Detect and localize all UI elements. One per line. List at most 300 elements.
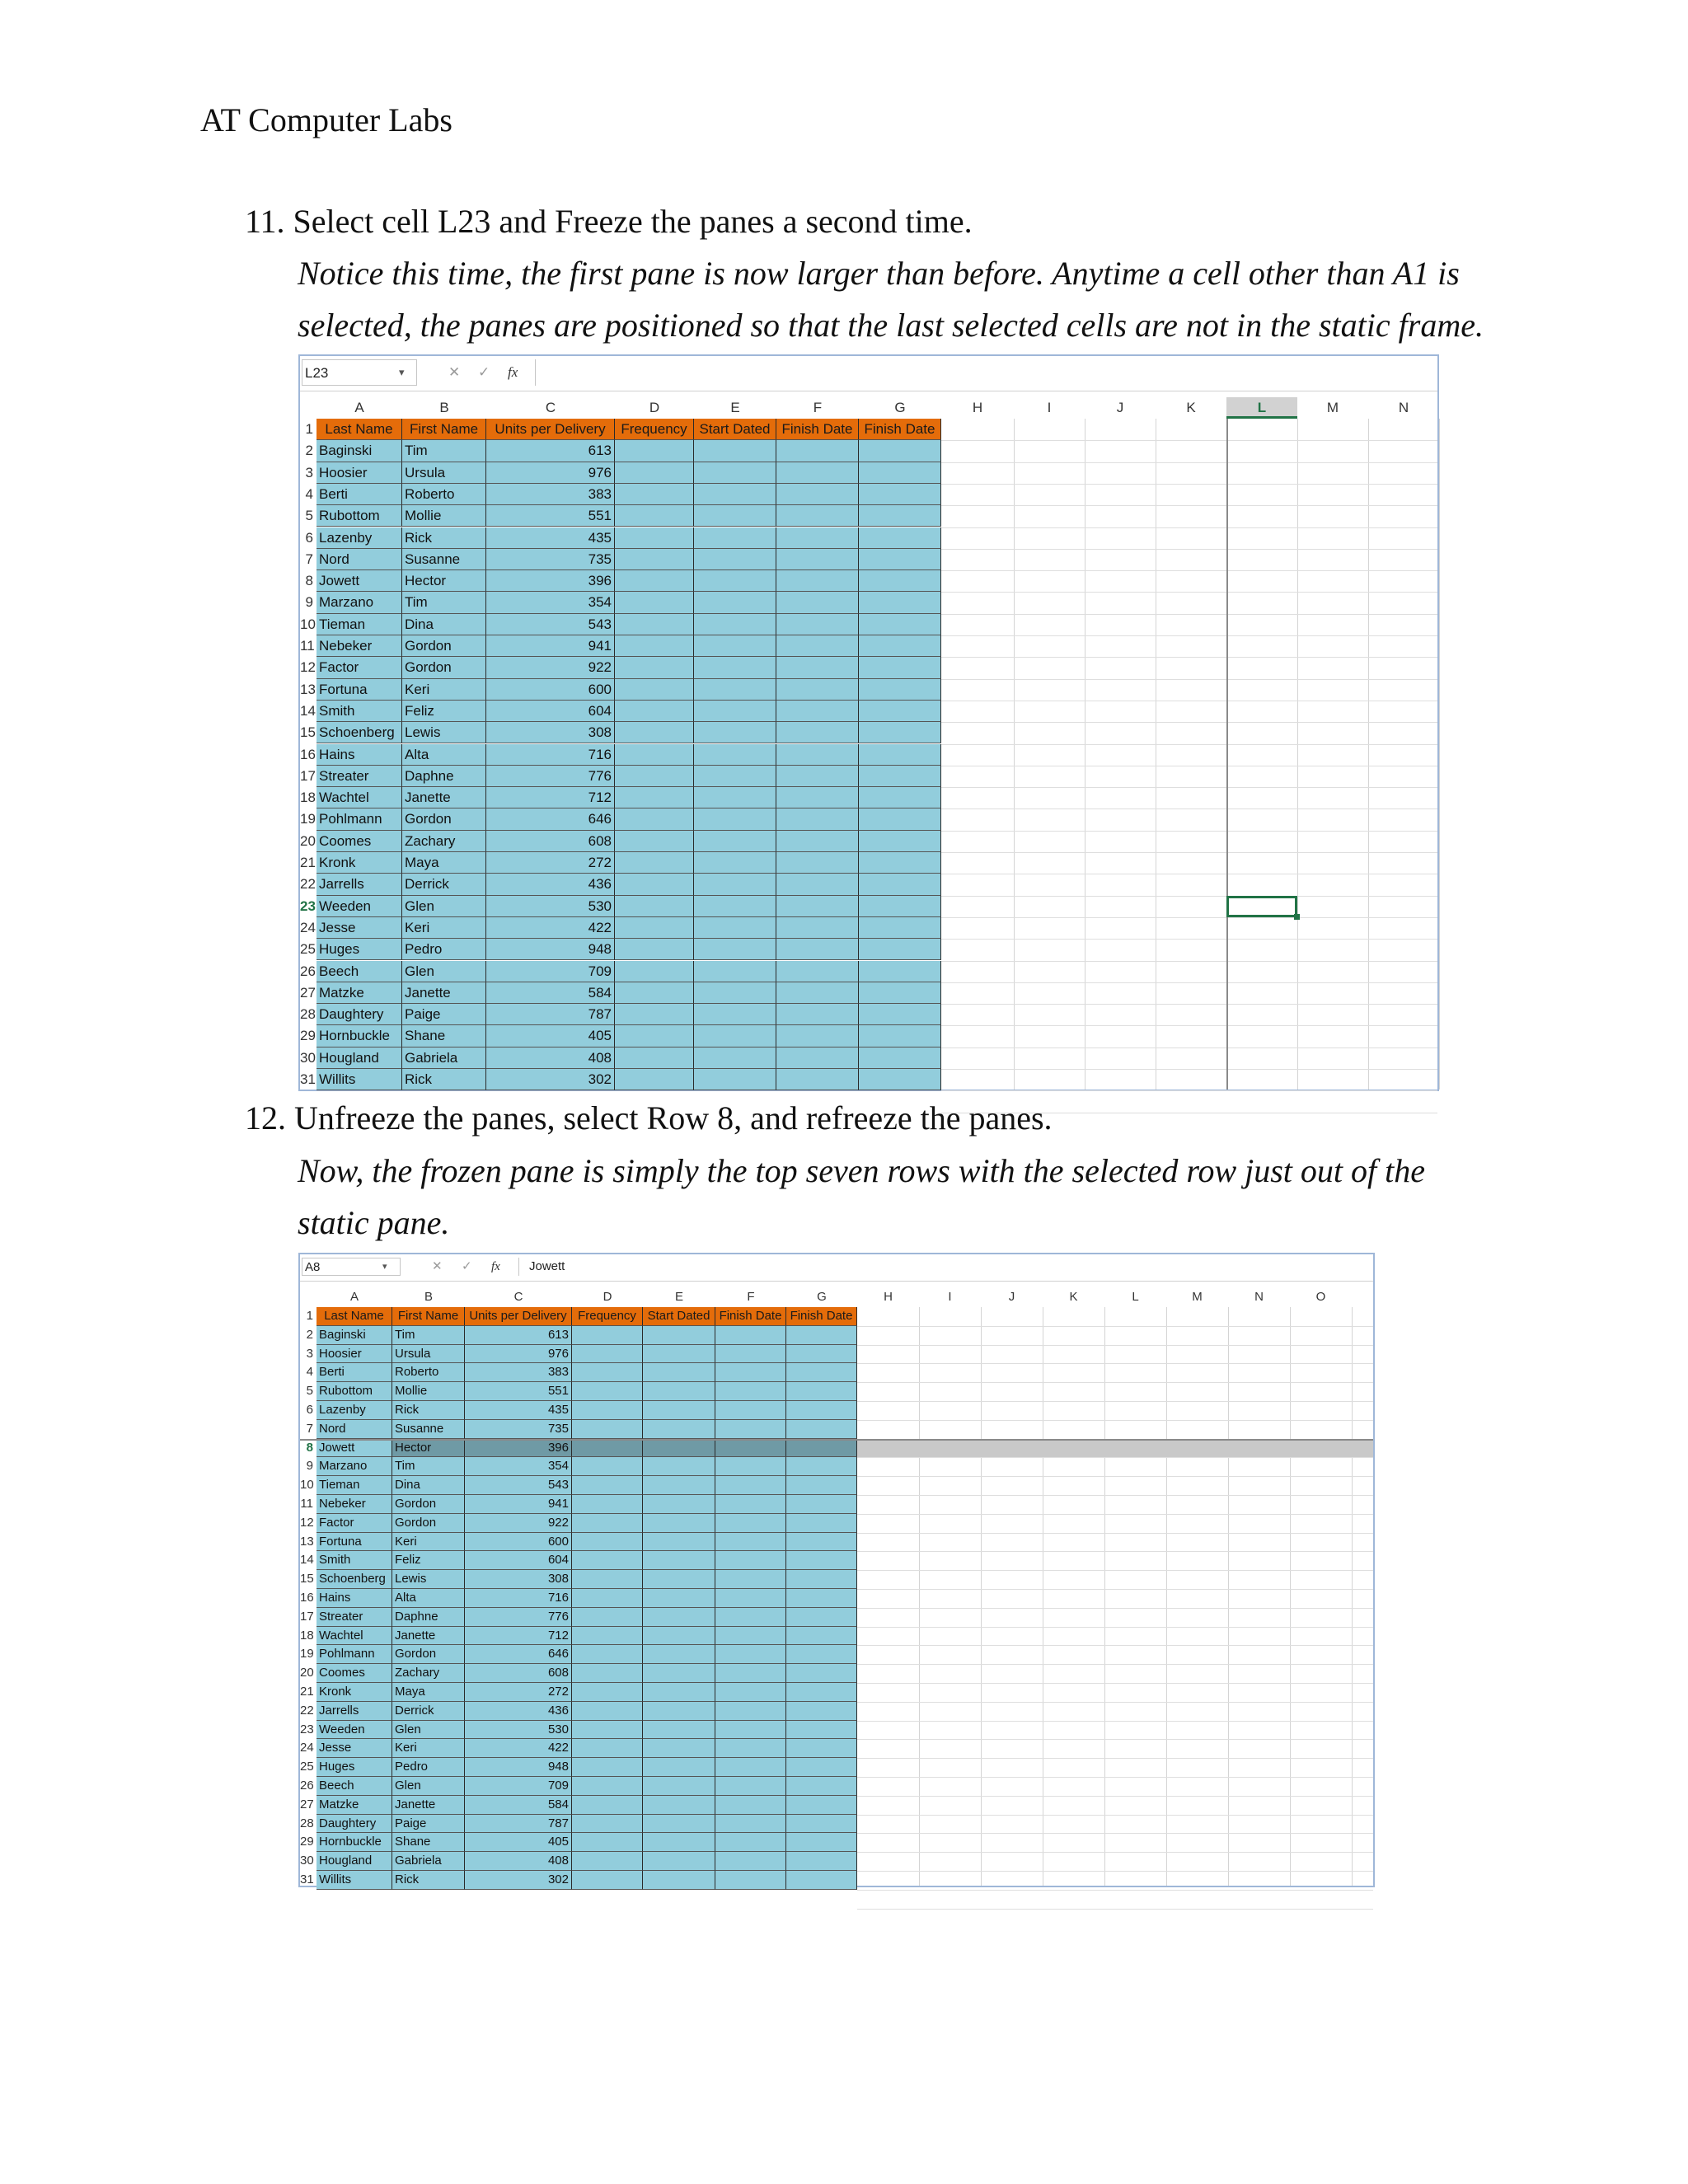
column-header-k[interactable]: K — [1069, 1290, 1078, 1304]
finish-date-cell[interactable] — [859, 462, 941, 484]
units-cell[interactable]: 408 — [465, 1852, 572, 1871]
frequency-cell[interactable] — [615, 635, 694, 657]
units-cell[interactable]: 716 — [486, 744, 615, 766]
row-header[interactable]: 29 — [300, 1028, 316, 1044]
last-name-cell[interactable]: Baginski — [316, 1326, 392, 1345]
finish-date-cell[interactable] — [776, 592, 859, 613]
finish-date-cell[interactable] — [859, 657, 941, 678]
finish-date-cell[interactable] — [859, 484, 941, 505]
start-dated-cell[interactable] — [643, 1457, 715, 1476]
finish-date-cell[interactable] — [786, 1758, 857, 1777]
enter-icon[interactable]: ✓ — [478, 364, 490, 380]
finish-date-cell[interactable] — [786, 1608, 857, 1627]
last-name-cell[interactable]: Jarrells — [316, 1702, 392, 1721]
units-cell[interactable]: 302 — [465, 1871, 572, 1890]
finish-date-cell[interactable] — [786, 1533, 857, 1552]
finish-date-cell[interactable] — [715, 1833, 786, 1852]
finish-date-cell[interactable] — [715, 1758, 786, 1777]
first-name-cell[interactable]: Lewis — [392, 1570, 465, 1589]
column-header-m[interactable]: M — [1192, 1290, 1203, 1304]
first-name-cell[interactable]: Feliz — [402, 701, 486, 722]
finish-date-cell[interactable] — [776, 896, 859, 917]
row-header[interactable]: 27 — [300, 1797, 314, 1811]
first-name-cell[interactable]: Keri — [392, 1533, 465, 1552]
last-name-cell[interactable]: Hougland — [316, 1852, 392, 1871]
last-name-cell[interactable]: Schoenberg — [316, 722, 402, 743]
units-cell[interactable]: 383 — [465, 1363, 572, 1382]
last-name-cell[interactable]: Nebeker — [316, 1495, 392, 1514]
first-name-cell[interactable]: Zachary — [392, 1664, 465, 1683]
start-dated-cell[interactable] — [643, 1702, 715, 1721]
units-cell[interactable]: 941 — [486, 635, 615, 657]
column-header-g[interactable]: G — [817, 1290, 827, 1304]
finish-date-cell[interactable] — [715, 1457, 786, 1476]
units-cell[interactable]: 941 — [465, 1495, 572, 1514]
frequency-cell[interactable] — [572, 1758, 643, 1777]
last-name-cell[interactable]: Kronk — [316, 852, 402, 874]
first-name-cell[interactable]: Janette — [392, 1796, 465, 1815]
finish-date-cell[interactable] — [715, 1721, 786, 1740]
first-name-cell[interactable]: Glen — [392, 1777, 465, 1796]
finish-date-cell[interactable] — [715, 1683, 786, 1702]
finish-date-cell[interactable] — [715, 1495, 786, 1514]
units-cell[interactable]: 383 — [486, 484, 615, 505]
last-name-cell[interactable]: Marzano — [316, 1457, 392, 1476]
frequency-cell[interactable] — [615, 939, 694, 960]
finish-date-cell[interactable] — [776, 961, 859, 982]
finish-date-cell[interactable] — [786, 1664, 857, 1683]
finish-date-cell[interactable] — [859, 852, 941, 874]
units-cell[interactable]: 646 — [465, 1645, 572, 1664]
start-dated-cell[interactable] — [643, 1815, 715, 1834]
last-name-cell[interactable]: Daughtery — [316, 1815, 392, 1834]
last-name-cell[interactable]: Tieman — [316, 1476, 392, 1495]
finish-date-cell[interactable] — [786, 1683, 857, 1702]
finish-date-cell[interactable] — [859, 1047, 941, 1069]
frequency-cell[interactable] — [572, 1815, 643, 1834]
first-name-cell[interactable]: Tim — [402, 440, 486, 462]
enter-icon[interactable]: ✓ — [462, 1259, 472, 1273]
row-header[interactable]: 16 — [300, 1591, 314, 1605]
frequency-cell[interactable] — [572, 1345, 643, 1364]
last-name-cell[interactable]: Hornbuckle — [316, 1025, 402, 1047]
last-name-cell[interactable]: Lazenby — [316, 527, 402, 549]
frequency-cell[interactable] — [572, 1326, 643, 1345]
row-header[interactable]: 3 — [305, 464, 313, 480]
frequency-cell[interactable] — [615, 1004, 694, 1025]
header-cell[interactable]: Finish Date — [786, 1307, 857, 1326]
column-header-l[interactable]: L — [1226, 397, 1297, 419]
frequency-cell[interactable] — [572, 1589, 643, 1608]
finish-date-cell[interactable] — [859, 570, 941, 592]
finish-date-cell[interactable] — [776, 722, 859, 743]
chevron-down-icon[interactable]: ▾ — [399, 366, 405, 378]
last-name-cell[interactable]: Streater — [316, 766, 402, 787]
frequency-cell[interactable] — [572, 1495, 643, 1514]
frequency-cell[interactable] — [572, 1533, 643, 1552]
first-name-cell[interactable]: Dina — [392, 1476, 465, 1495]
row-header[interactable]: 30 — [300, 1049, 316, 1066]
last-name-cell[interactable]: Factor — [316, 1514, 392, 1533]
first-name-cell[interactable]: Gabriela — [402, 1047, 486, 1069]
cancel-icon[interactable]: ✕ — [448, 364, 461, 380]
row-header[interactable]: 23 — [300, 1722, 314, 1736]
start-dated-cell[interactable] — [643, 1420, 715, 1439]
fill-handle[interactable] — [1294, 914, 1300, 920]
frequency-cell[interactable] — [615, 614, 694, 635]
last-name-cell[interactable]: Jowett — [316, 570, 402, 592]
units-cell[interactable]: 435 — [465, 1401, 572, 1420]
row-header[interactable]: 7 — [305, 551, 313, 567]
last-name-cell[interactable]: Jowett — [316, 1439, 392, 1458]
row-header[interactable]: 17 — [300, 767, 316, 784]
last-name-cell[interactable]: Nebeker — [316, 635, 402, 657]
units-cell[interactable]: 530 — [465, 1721, 572, 1740]
row-header[interactable]: 22 — [300, 1703, 314, 1718]
finish-date-cell[interactable] — [786, 1495, 857, 1514]
last-name-cell[interactable]: Hains — [316, 1589, 392, 1608]
first-name-cell[interactable]: Mollie — [402, 505, 486, 527]
frequency-cell[interactable] — [572, 1627, 643, 1646]
last-name-cell[interactable]: Huges — [316, 939, 402, 960]
finish-date-cell[interactable] — [715, 1777, 786, 1796]
column-header-d[interactable]: D — [603, 1290, 612, 1304]
row-header[interactable]: 22 — [300, 876, 316, 893]
finish-date-cell[interactable] — [715, 1608, 786, 1627]
finish-date-cell[interactable] — [715, 1345, 786, 1364]
row-header[interactable]: 13 — [300, 1534, 314, 1549]
units-cell[interactable]: 948 — [486, 939, 615, 960]
last-name-cell[interactable]: Lazenby — [316, 1401, 392, 1420]
finish-date-cell[interactable] — [786, 1326, 857, 1345]
frequency-cell[interactable] — [615, 1025, 694, 1047]
last-name-cell[interactable]: Pohlmann — [316, 1645, 392, 1664]
finish-date-cell[interactable] — [715, 1871, 786, 1890]
start-dated-cell[interactable] — [643, 1533, 715, 1552]
start-dated-cell[interactable] — [694, 787, 776, 808]
start-dated-cell[interactable] — [643, 1777, 715, 1796]
first-name-cell[interactable]: Roberto — [402, 484, 486, 505]
finish-date-cell[interactable] — [786, 1363, 857, 1382]
units-cell[interactable]: 613 — [486, 440, 615, 462]
finish-date-cell[interactable] — [776, 1004, 859, 1025]
row-header[interactable]: 6 — [305, 529, 313, 546]
frequency-cell[interactable] — [572, 1363, 643, 1382]
row-header[interactable]: 3 — [306, 1346, 313, 1361]
column-header-j[interactable]: J — [1116, 400, 1124, 415]
frequency-cell[interactable] — [615, 917, 694, 939]
finish-date-cell[interactable] — [786, 1702, 857, 1721]
units-cell[interactable]: 354 — [486, 592, 615, 613]
finish-date-cell[interactable] — [786, 1382, 857, 1401]
header-cell[interactable]: First Name — [392, 1307, 465, 1326]
last-name-cell[interactable]: Jesse — [316, 1739, 392, 1758]
row-header[interactable]: 15 — [300, 724, 316, 741]
last-name-cell[interactable]: Coomes — [316, 1664, 392, 1683]
units-cell[interactable]: 604 — [486, 701, 615, 722]
first-name-cell[interactable]: Glen — [392, 1721, 465, 1740]
frequency-cell[interactable] — [615, 961, 694, 982]
start-dated-cell[interactable] — [643, 1852, 715, 1871]
finish-date-cell[interactable] — [859, 549, 941, 570]
first-name-cell[interactable]: Rick — [392, 1401, 465, 1420]
row-header[interactable]: 10 — [300, 616, 316, 632]
row-header[interactable]: 8 — [305, 573, 313, 589]
start-dated-cell[interactable] — [694, 657, 776, 678]
row-header[interactable]: 19 — [300, 1647, 314, 1661]
first-name-cell[interactable]: Tim — [402, 592, 486, 613]
units-cell[interactable]: 948 — [465, 1758, 572, 1777]
finish-date-cell[interactable] — [859, 766, 941, 787]
start-dated-cell[interactable] — [694, 831, 776, 852]
units-cell[interactable]: 422 — [486, 917, 615, 939]
finish-date-cell[interactable] — [776, 1047, 859, 1069]
column-header-f[interactable]: F — [813, 400, 823, 415]
column-header-h[interactable]: H — [972, 400, 983, 415]
finish-date-cell[interactable] — [715, 1420, 786, 1439]
formula-input[interactable] — [535, 359, 1436, 386]
first-name-cell[interactable]: Janette — [392, 1627, 465, 1646]
row-header[interactable]: 4 — [306, 1365, 313, 1380]
last-name-cell[interactable]: Hornbuckle — [316, 1833, 392, 1852]
finish-date-cell[interactable] — [715, 1664, 786, 1683]
column-header-h[interactable]: H — [884, 1290, 893, 1304]
finish-date-cell[interactable] — [859, 635, 941, 657]
start-dated-cell[interactable] — [694, 635, 776, 657]
chevron-down-icon[interactable]: ▾ — [382, 1262, 387, 1272]
column-header-j[interactable]: J — [1008, 1290, 1015, 1304]
last-name-cell[interactable]: Berti — [316, 1363, 392, 1382]
finish-date-cell[interactable] — [715, 1533, 786, 1552]
finish-date-cell[interactable] — [786, 1796, 857, 1815]
last-name-cell[interactable]: Pohlmann — [316, 808, 402, 830]
units-cell[interactable]: 405 — [486, 1025, 615, 1047]
start-dated-cell[interactable] — [643, 1476, 715, 1495]
start-dated-cell[interactable] — [643, 1739, 715, 1758]
row-header[interactable]: 20 — [300, 832, 316, 849]
last-name-cell[interactable]: Factor — [316, 657, 402, 678]
column-header-a[interactable]: A — [354, 400, 364, 415]
row-header[interactable]: 28 — [300, 1816, 314, 1830]
finish-date-cell[interactable] — [786, 1401, 857, 1420]
finish-date-cell[interactable] — [776, 744, 859, 766]
start-dated-cell[interactable] — [694, 961, 776, 982]
finish-date-cell[interactable] — [786, 1439, 857, 1458]
cancel-icon[interactable]: ✕ — [432, 1259, 443, 1273]
header-cell[interactable]: Units per Delivery — [465, 1307, 572, 1326]
finish-date-cell[interactable] — [786, 1589, 857, 1608]
row-header[interactable]: 21 — [300, 855, 316, 870]
header-cell[interactable]: Units per Delivery — [486, 419, 615, 440]
row-header[interactable]: 31 — [300, 1872, 314, 1886]
frequency-cell[interactable] — [572, 1833, 643, 1852]
units-cell[interactable]: 354 — [465, 1457, 572, 1476]
frequency-cell[interactable] — [572, 1777, 643, 1796]
row-header[interactable]: 29 — [300, 1835, 314, 1849]
units-cell[interactable]: 922 — [486, 657, 615, 678]
units-cell[interactable]: 436 — [486, 874, 615, 895]
column-header-e[interactable]: E — [674, 1290, 683, 1304]
frequency-cell[interactable] — [615, 852, 694, 874]
first-name-cell[interactable]: Feliz — [392, 1551, 465, 1570]
first-name-cell[interactable]: Rick — [402, 527, 486, 549]
start-dated-cell[interactable] — [694, 852, 776, 874]
finish-date-cell[interactable] — [776, 462, 859, 484]
row-header[interactable]: 26 — [300, 963, 316, 979]
finish-date-cell[interactable] — [776, 766, 859, 787]
start-dated-cell[interactable] — [643, 1721, 715, 1740]
last-name-cell[interactable]: Baginski — [316, 440, 402, 462]
finish-date-cell[interactable] — [776, 874, 859, 895]
row-header[interactable]: 24 — [300, 1741, 314, 1755]
frequency-cell[interactable] — [615, 505, 694, 527]
first-name-cell[interactable]: Roberto — [392, 1363, 465, 1382]
start-dated-cell[interactable] — [694, 527, 776, 549]
last-name-cell[interactable]: Wachtel — [316, 787, 402, 808]
finish-date-cell[interactable] — [776, 701, 859, 722]
first-name-cell[interactable]: Maya — [402, 852, 486, 874]
column-header-b[interactable]: B — [439, 400, 449, 415]
units-cell[interactable]: 716 — [465, 1589, 572, 1608]
finish-date-cell[interactable] — [715, 1476, 786, 1495]
finish-date-cell[interactable] — [715, 1589, 786, 1608]
frequency-cell[interactable] — [615, 722, 694, 743]
finish-date-cell[interactable] — [859, 722, 941, 743]
column-header-d[interactable]: D — [649, 400, 660, 415]
finish-date-cell[interactable] — [859, 831, 941, 852]
finish-date-cell[interactable] — [859, 679, 941, 701]
units-cell[interactable]: 584 — [465, 1796, 572, 1815]
header-cell[interactable]: Finish Date — [776, 419, 859, 440]
row-header[interactable]: 10 — [300, 1478, 314, 1493]
column-header-i[interactable]: I — [1047, 400, 1052, 415]
units-cell[interactable]: 613 — [465, 1326, 572, 1345]
finish-date-cell[interactable] — [715, 1570, 786, 1589]
first-name-cell[interactable]: Gordon — [392, 1495, 465, 1514]
column-header-n[interactable]: N — [1254, 1290, 1264, 1304]
row-header[interactable]: 9 — [306, 1459, 313, 1474]
last-name-cell[interactable]: Willits — [316, 1871, 392, 1890]
finish-date-cell[interactable] — [859, 1004, 941, 1025]
start-dated-cell[interactable] — [694, 874, 776, 895]
finish-date-cell[interactable] — [786, 1627, 857, 1646]
start-dated-cell[interactable] — [643, 1683, 715, 1702]
frequency-cell[interactable] — [615, 744, 694, 766]
row-header[interactable]: 27 — [300, 984, 316, 1001]
finish-date-cell[interactable] — [776, 570, 859, 592]
first-name-cell[interactable]: Pedro — [392, 1758, 465, 1777]
row-header[interactable]: 11 — [300, 638, 315, 654]
last-name-cell[interactable]: Streater — [316, 1608, 392, 1627]
finish-date-cell[interactable] — [715, 1551, 786, 1570]
finish-date-cell[interactable] — [776, 982, 859, 1004]
first-name-cell[interactable]: Hector — [402, 570, 486, 592]
finish-date-cell[interactable] — [859, 939, 941, 960]
units-cell[interactable]: 776 — [465, 1608, 572, 1627]
frequency-cell[interactable] — [615, 440, 694, 462]
column-header-n[interactable]: N — [1398, 400, 1409, 415]
units-cell[interactable]: 976 — [486, 462, 615, 484]
row-header[interactable]: 14 — [300, 702, 316, 719]
start-dated-cell[interactable] — [643, 1551, 715, 1570]
first-name-cell[interactable]: Derrick — [392, 1702, 465, 1721]
column-header-g[interactable]: G — [894, 400, 906, 415]
start-dated-cell[interactable] — [643, 1570, 715, 1589]
units-cell[interactable]: 787 — [465, 1815, 572, 1834]
first-name-cell[interactable]: Maya — [392, 1683, 465, 1702]
last-name-cell[interactable]: Matzke — [316, 1796, 392, 1815]
last-name-cell[interactable]: Beech — [316, 1777, 392, 1796]
finish-date-cell[interactable] — [859, 592, 941, 613]
units-cell[interactable]: 600 — [465, 1533, 572, 1552]
units-cell[interactable]: 396 — [486, 570, 615, 592]
finish-date-cell[interactable] — [859, 1069, 941, 1090]
column-header-m[interactable]: M — [1326, 400, 1339, 415]
row-header[interactable]: 16 — [300, 746, 316, 762]
start-dated-cell[interactable] — [643, 1627, 715, 1646]
last-name-cell[interactable]: Fortuna — [316, 679, 402, 701]
finish-date-cell[interactable] — [859, 961, 941, 982]
row-header[interactable]: 19 — [300, 811, 316, 827]
row-header[interactable]: 15 — [300, 1572, 314, 1586]
first-name-cell[interactable]: Alta — [402, 744, 486, 766]
row-header[interactable]: 1 — [305, 421, 313, 437]
frequency-cell[interactable] — [615, 462, 694, 484]
first-name-cell[interactable]: Lewis — [402, 722, 486, 743]
finish-date-cell[interactable] — [776, 917, 859, 939]
units-cell[interactable]: 551 — [486, 505, 615, 527]
finish-date-cell[interactable] — [776, 787, 859, 808]
units-cell[interactable]: 543 — [486, 614, 615, 635]
finish-date-cell[interactable] — [786, 1777, 857, 1796]
start-dated-cell[interactable] — [643, 1345, 715, 1364]
units-cell[interactable]: 405 — [465, 1833, 572, 1852]
finish-date-cell[interactable] — [859, 808, 941, 830]
frequency-cell[interactable] — [572, 1420, 643, 1439]
start-dated-cell[interactable] — [694, 614, 776, 635]
frequency-cell[interactable] — [615, 1069, 694, 1090]
first-name-cell[interactable]: Ursula — [392, 1345, 465, 1364]
frequency-cell[interactable] — [572, 1457, 643, 1476]
first-name-cell[interactable]: Hector — [392, 1439, 465, 1458]
row-header[interactable]: 2 — [306, 1327, 313, 1342]
start-dated-cell[interactable] — [694, 939, 776, 960]
frequency-cell[interactable] — [572, 1721, 643, 1740]
finish-date-cell[interactable] — [776, 549, 859, 570]
row-header[interactable]: 12 — [300, 659, 316, 676]
units-cell[interactable]: 408 — [486, 1047, 615, 1069]
start-dated-cell[interactable] — [694, 1025, 776, 1047]
first-name-cell[interactable]: Janette — [402, 982, 486, 1004]
last-name-cell[interactable]: Coomes — [316, 831, 402, 852]
row-header[interactable]: 12 — [300, 1515, 314, 1530]
units-cell[interactable]: 712 — [465, 1627, 572, 1646]
units-cell[interactable]: 308 — [465, 1570, 572, 1589]
last-name-cell[interactable]: Nord — [316, 549, 402, 570]
first-name-cell[interactable]: Alta — [392, 1589, 465, 1608]
first-name-cell[interactable]: Gordon — [392, 1514, 465, 1533]
frequency-cell[interactable] — [572, 1796, 643, 1815]
units-cell[interactable]: 646 — [486, 808, 615, 830]
units-cell[interactable]: 551 — [465, 1382, 572, 1401]
start-dated-cell[interactable] — [694, 462, 776, 484]
first-name-cell[interactable]: Susanne — [402, 549, 486, 570]
start-dated-cell[interactable] — [694, 982, 776, 1004]
start-dated-cell[interactable] — [694, 570, 776, 592]
units-cell[interactable]: 712 — [486, 787, 615, 808]
row-header[interactable]: 8 — [306, 1440, 313, 1455]
last-name-cell[interactable]: Hougland — [316, 1047, 402, 1069]
